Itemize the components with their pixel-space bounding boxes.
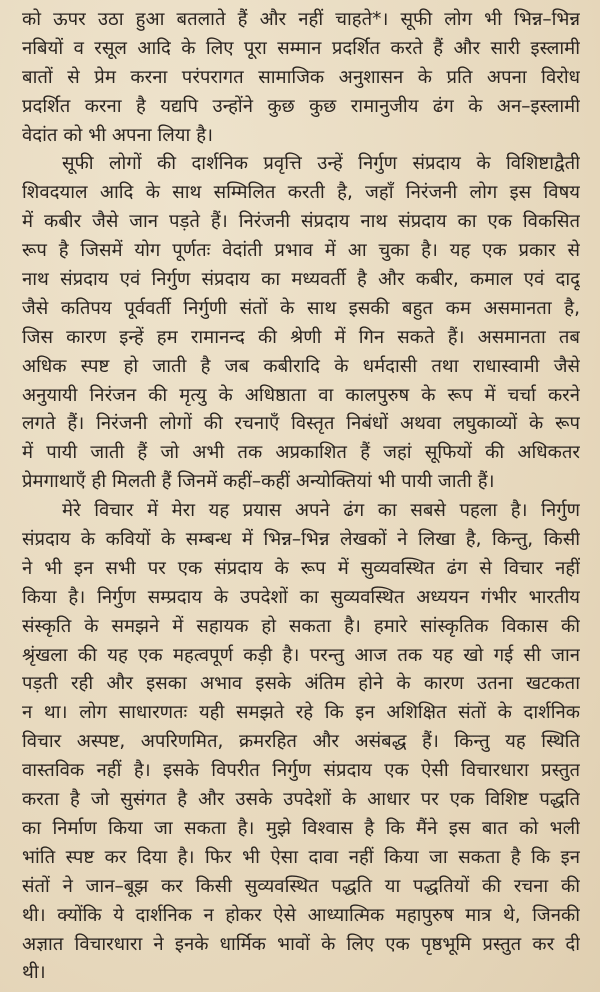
- text-line: नाथ संप्रदाय एवं निर्गुण संप्रदाय का मध्यवर्ती है और कबीर, कमाल एवं दादू: [22, 269, 580, 291]
- book-page-text: [22, 6, 580, 988]
- text-line: थी। क्योंकि ये दार्शनिक न होकर ऐसे आध्यात्मिक महापुरुष मात्र थे, जिनकी: [22, 904, 580, 926]
- text-line: संप्रदाय के कवियों के सम्बन्ध में भिन्न–भिन्न लेखकों ने लिखा है, किन्तु, किसी: [22, 529, 580, 551]
- text-line: श्रृंखला की यह एक महत्वपूर्ण कड़ी है। परन्तु आज तक यह खो गई सी जान: [22, 644, 580, 666]
- text-line: को ऊपर उठा हुआ बतलाते हैं और नहीं चाहते*। सूफी लोग भी भिन्न–भिन्न: [22, 9, 580, 30]
- text-line: वेदांत को भी अपना लिया है।: [22, 124, 214, 146]
- text-line: प्रदर्शित करना है यद्यपि उन्होंने कुछ कुछ रामानुजीय ढंग के अन–इस्लामी: [22, 95, 580, 117]
- text-line: संस्कृति के समझने में सहायक हो सकता है। हमारे सांस्कृतिक विकास की: [22, 615, 580, 637]
- text-line: विचार अस्पष्ट, अपरिणमित, क्रमरहित और असंबद्ध हैं। किन्तु यह स्थिति: [22, 731, 580, 753]
- text-line: पड़ती रही और इसका अभाव इसके अंतिम होने के कारण उतना खटकता: [22, 673, 580, 695]
- text-line: जैसे कतिपय पूर्ववर्ती निर्गुणी संतों के साथ इसकी बहुत कम असमानता है,: [22, 297, 580, 319]
- text-line: में पायी जाती हैं जो अभी तक अप्रकाशित हैं जहां सूफियों की अधिकतर: [22, 442, 580, 464]
- text-line: लगते हैं। निरंजनी लोगों की रचनाएँ विस्तृत निबंधों अथवा लघुकाव्यों के रूप: [22, 413, 580, 435]
- text-line: न था। लोग साधारणतः यही समझते रहे कि इन अशिक्षित संतों के दार्शनिक: [22, 702, 580, 724]
- text-line: मेरे विचार में मेरा यह प्रयास अपने ढंग का सबसे पहला है। निर्गुण: [62, 500, 580, 522]
- text-line: सूफी लोगों की दार्शनिक प्रवृत्ति उन्हें निर्गुण संप्रदाय के विशिष्टाद्वैती: [62, 153, 580, 175]
- paragraph: [22, 6, 580, 150]
- text-line: अधिक स्पष्ट हो जाती है जब कबीरादि के धर्मदासी तथा राधास्वामी जैसे: [22, 355, 580, 377]
- text-line: शिवदयाल आदि के साथ सम्मिलित करती है, जहाँ निरंजनी लोग इस विषय: [22, 182, 580, 204]
- text-line: प्रेमगाथाएँ ही मिलती हैं जिनमें कहीं–कहीं अन्योक्तियां भी पायी जाती हैं।: [22, 471, 495, 493]
- paragraph: [22, 150, 580, 497]
- text-line: वास्तविक नहीं है। इसके विपरीत निर्गुण संप्रदाय एक ऐसी विचारधारा प्रस्तुत: [22, 760, 580, 782]
- text-line: भांति स्पष्ट कर दिया है। फिर भी ऐसा दावा नहीं किया जा सकता है कि इन: [22, 846, 580, 868]
- text-line: बातों से प्रेम करना परंपरागत सामाजिक अनुशासन के प्रति अपना विरोध: [22, 66, 580, 88]
- text-line: रूप है जिसमें योग पूर्णतः वेदांती प्रभाव में आ चुका है। यह एक प्रकार से: [22, 240, 580, 262]
- paragraph: [22, 497, 580, 988]
- text-line: में कबीर जैसे जान पड़ते हैं। निरंजनी संप्रदाय नाथ संप्रदाय का एक विकसित: [22, 211, 580, 233]
- text-line: ने भी इन सभी पर एक संप्रदाय के रूप में सुव्यवस्थित ढंग से विचार नहीं: [22, 557, 580, 579]
- text-line: जिस कारण इन्हें हम रामानन्द की श्रेणी में गिन सकते हैं। असमानता तब: [22, 326, 580, 348]
- text-line: किया है। निर्गुण सम्प्रदाय के उपदेशों का सुव्यवस्थित अध्ययन गंभीर भारतीय: [22, 586, 580, 608]
- text-line: का निर्माण किया जा सकता है। मुझे विश्वास है कि मैंने इस बात को भली: [22, 817, 580, 839]
- text-line: अज्ञात विचारधारा ने इनके धार्मिक भावों के लिए एक पृष्ठभूमि प्रस्तुत कर दी: [22, 933, 580, 955]
- text-line: करता है जो सुसंगत है और उसके उपदेशों के आधार पर एक विशिष्ट पद्धति: [22, 789, 580, 811]
- text-line: संतों ने जान–बूझ कर किसी सुव्यवस्थित पद्धति या पद्धतियों की रचना की: [22, 875, 580, 897]
- text-line: थी।: [22, 962, 46, 984]
- text-line: नबियों व रसूल आदि के लिए पूरा सम्मान प्रदर्शित करते हैं और सारी इस्लामी: [22, 37, 580, 59]
- text-line: अनुयायी निरंजन की मृत्यु के अधिष्ठाता वा कालपुरुष के रूप में चर्चा करने: [22, 384, 580, 406]
